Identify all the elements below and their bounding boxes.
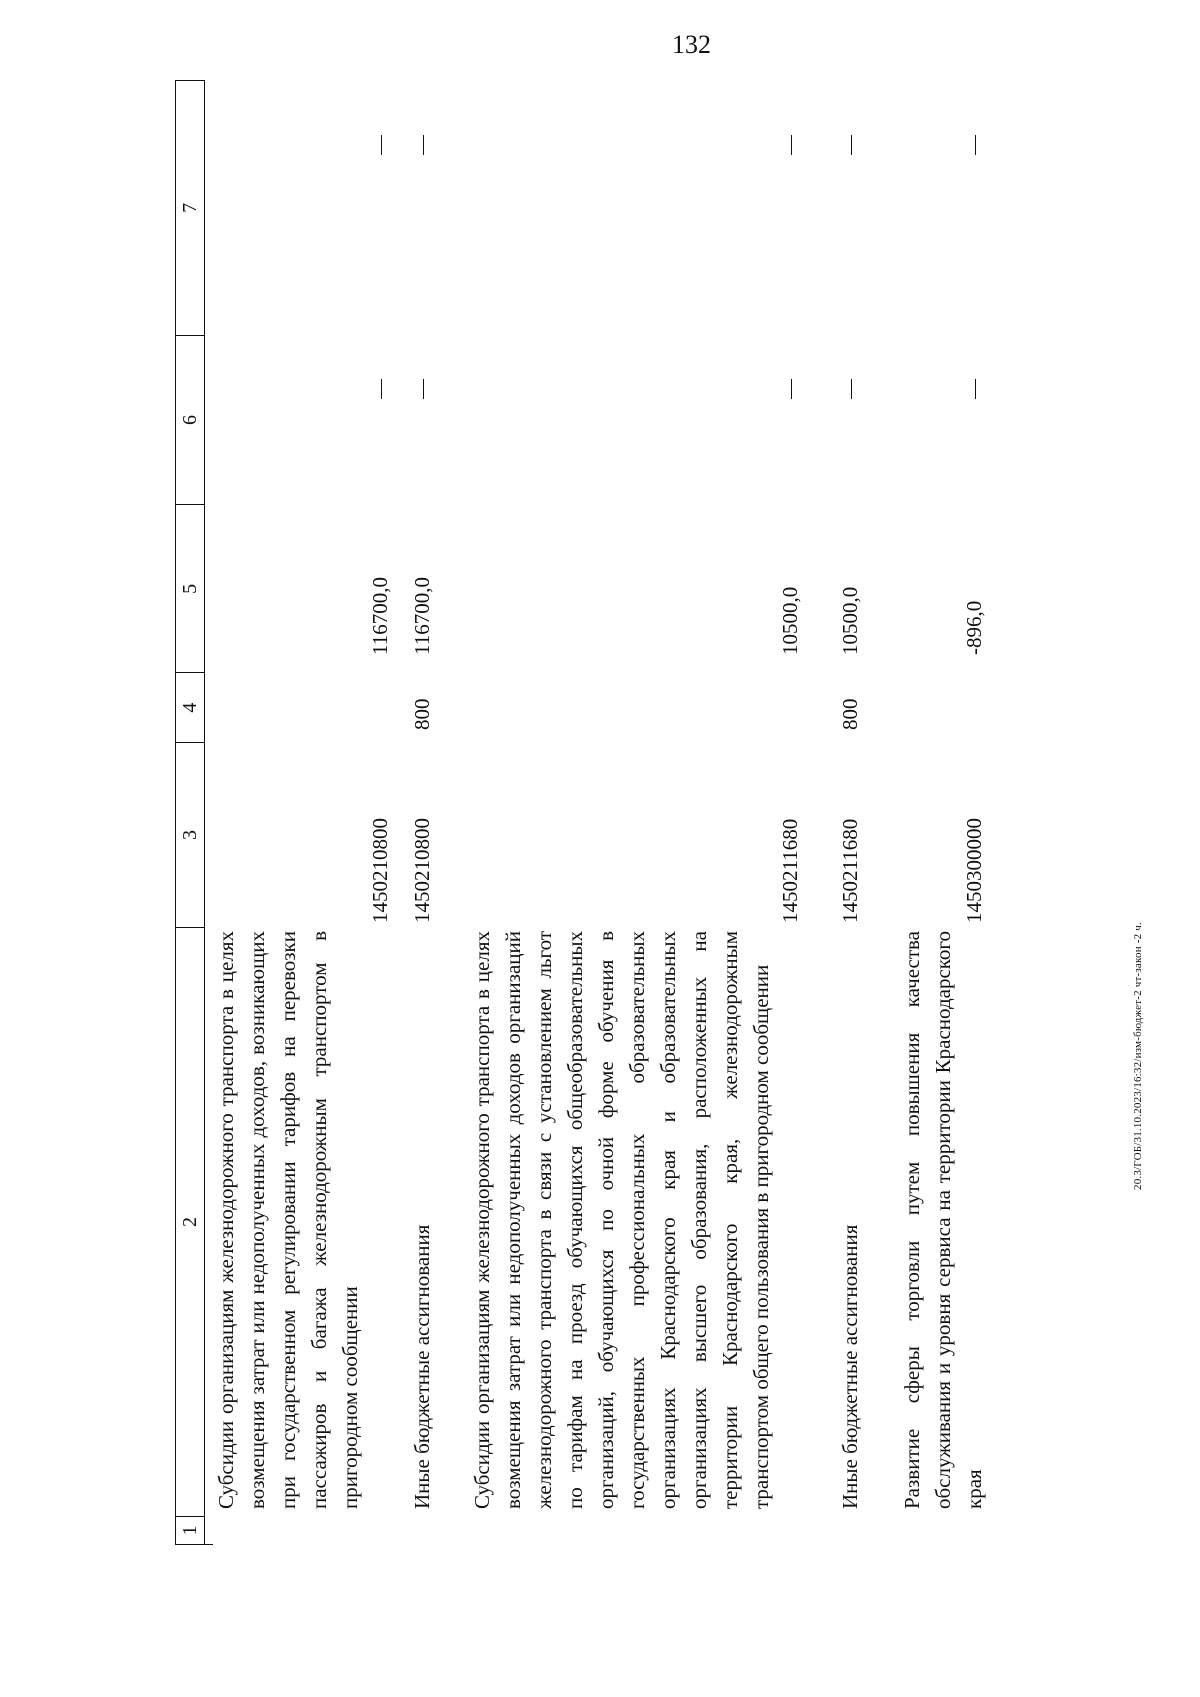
header-col-4: 4 <box>176 672 204 742</box>
row-description: Иные бюджетные ассигнования <box>838 1224 862 1509</box>
header-col-7: 7 <box>179 202 201 213</box>
row-dash-col6 <box>851 379 852 399</box>
row-code: 1450300000 <box>962 818 986 923</box>
row-dash-col7 <box>423 135 424 155</box>
header-col-6: 6 <box>176 335 204 505</box>
row-dash-col6 <box>381 379 382 399</box>
row-dash-col7 <box>381 135 382 155</box>
budget-table <box>175 80 1075 1545</box>
row-code: 1450210800 <box>368 818 392 923</box>
row-description: Субсидии организациям железнодорожного транспорта в целях возмещения затрат или недополученных доходов, возникающих при государственном регулировании тарифов на перевозки пассажиров и багажа железнодорожным транспортом в пригородном сообщении <box>214 931 362 1509</box>
footer-code: 20.3/ГОБ/31.10.2023/16:32/изм-бюджет-2 чт-закон -2 ч. <box>1132 922 1144 1190</box>
row-dash-col6 <box>975 379 976 399</box>
row-dash-col7 <box>851 135 852 155</box>
row-amount: 10500,0 <box>778 586 802 655</box>
row-code: 1450210800 <box>410 818 434 923</box>
row-amount: 116700,0 <box>410 577 434 655</box>
row-code: 1450211680 <box>838 818 862 923</box>
row-description: Развитие сферы торговли путем повышения качества обслуживания и уровня сервиса на территории Краснодарского края <box>900 931 986 1509</box>
table-header <box>175 80 205 1545</box>
page-number: 132 <box>672 30 711 59</box>
header-col-1: 1 <box>176 1516 204 1544</box>
row-dash-col6 <box>423 379 424 399</box>
row-amount: -896,0 <box>962 600 986 655</box>
row-type: 800 <box>838 698 862 730</box>
row-description: Субсидии организациям железнодорожного транспорта в целях возмещения затрат или недополученных доходов организаций железнодорожного транспорта в связи с установлением льгот по тарифам на проезд обучающихся общеобразовательных организаций, обучающихся по очной форме обучения в государственных профессиональных образовательных организациях Краснодарского края и образовательных организациях высшего образования, расположенных на территории Краснодарского края, железнодорожным транспортом общего пользования в пригородном сообщении <box>470 931 773 1509</box>
row-description: Иные бюджетные ассигнования <box>410 1224 434 1509</box>
row-dash-col7 <box>791 135 792 155</box>
row-amount: 116700,0 <box>368 577 392 655</box>
header-col-5: 5 <box>176 504 204 672</box>
row-code: 1450211680 <box>778 818 802 923</box>
header-col-3: 3 <box>176 742 204 927</box>
row-type: 800 <box>410 698 434 730</box>
row-dash-col7 <box>975 135 976 155</box>
header-col-2: 2 <box>176 927 204 1516</box>
table-left-border <box>175 1544 213 1545</box>
row-amount: 10500,0 <box>838 586 862 655</box>
row-dash-col6 <box>791 379 792 399</box>
